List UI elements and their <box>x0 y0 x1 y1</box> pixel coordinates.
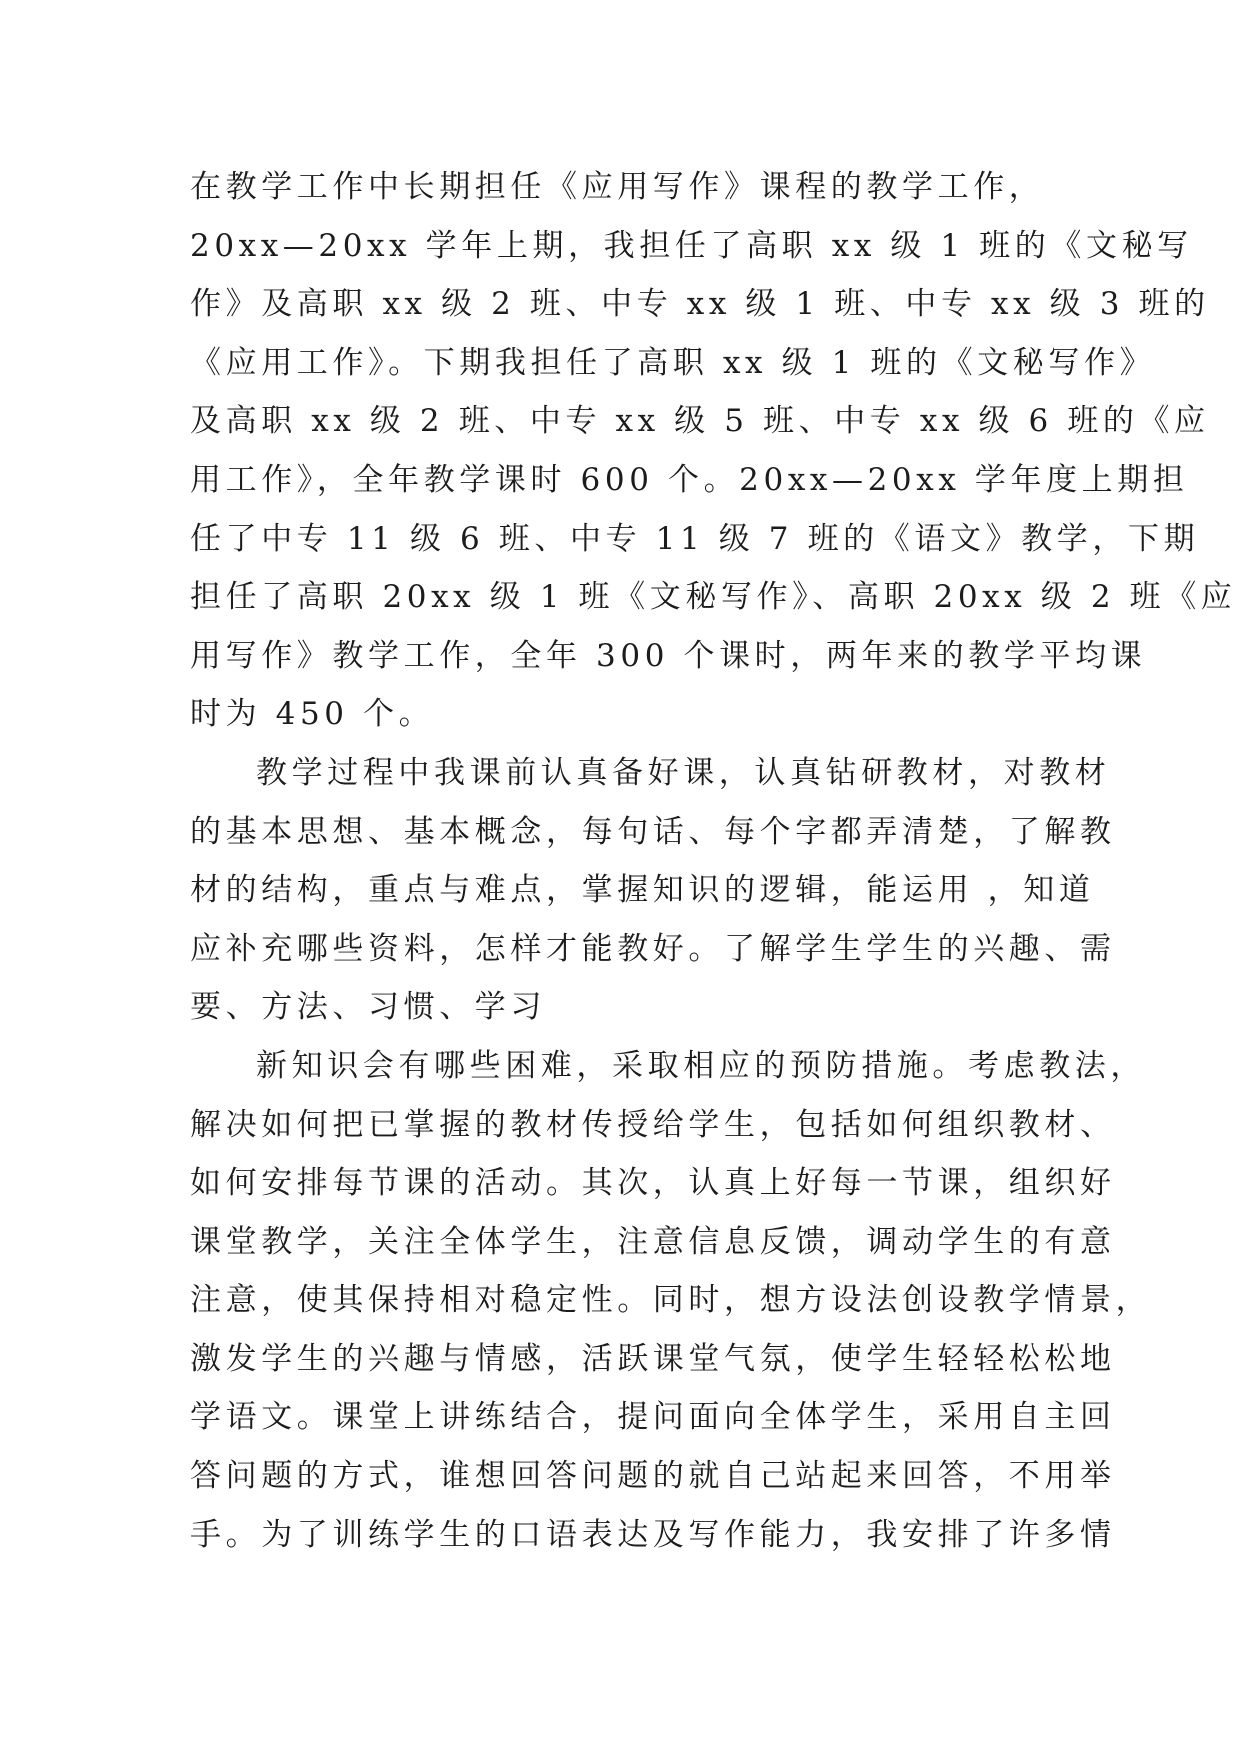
text-line: 作》及高职 xx 级 2 班、中专 xx 级 1 班、中专 xx 级 3 班的 <box>190 286 1210 323</box>
text-line: 及高职 xx 级 2 班、中专 xx 级 5 班、中专 xx 级 6 班的《应 <box>190 403 1210 440</box>
text-line: 注意，使其保持相对稳定性。同时，想方设法创设教学情景， <box>190 1282 1152 1319</box>
text-line: 激发学生的兴趣与情感，活跃课堂气氛，使学生轻轻松松地 <box>190 1340 1116 1377</box>
text-line: 新知识会有哪些困难，采取相应的预防措施。考虑教法， <box>256 1047 1146 1084</box>
text-line: 学语文。课堂上讲练结合，提问面向全体学生，采用自主回 <box>190 1399 1116 1436</box>
paragraph-classroom-teaching <box>190 1037 1152 1564</box>
paragraph-teaching-duties <box>190 158 1237 744</box>
text-line: 用工作》，全年教学课时 600 个。20xx—20xx 学年度上期担 <box>190 461 1189 498</box>
text-line: 课堂教学，关注全体学生，注意信息反馈，调动学生的有意 <box>190 1223 1116 1260</box>
text-line: 《应用工作》。下期我担任了高职 xx 级 1 班的《文秘写作》 <box>190 344 1156 381</box>
text-line: 用写作》教学工作，全年 300 个课时，两年来的教学平均课 <box>190 637 1147 674</box>
text-line: 任了中专 11 级 6 班、中专 11 级 7 班的《语文》教学，下期 <box>190 520 1200 557</box>
text-line: 要、方法、习惯、学习 <box>190 989 546 1026</box>
text-line: 的基本思想、基本概念，每句话、每个字都弄清楚，了解教 <box>190 813 1116 850</box>
text-line: 答问题的方式，谁想回答问题的就自己站起来回答，不用举 <box>190 1458 1116 1495</box>
paragraph-lesson-preparation <box>190 744 1116 1037</box>
document-body <box>190 158 1237 1564</box>
text-line: 手。为了训练学生的口语表达及写作能力，我安排了许多情 <box>190 1516 1116 1553</box>
text-line: 如何安排每节课的活动。其次，认真上好每一节课，组织好 <box>190 1165 1116 1202</box>
text-line: 解决如何把已掌握的教材传授给学生，包括如何组织教材、 <box>190 1106 1116 1143</box>
text-line: 材的结构，重点与难点，掌握知识的逻辑，能运用 ，知道 <box>190 872 1095 909</box>
text-line: 担任了高职 20xx 级 1 班《文秘写作》、高职 20xx 级 2 班《应 <box>190 579 1237 616</box>
text-line: 时为 450 个。 <box>190 696 435 733</box>
text-line: 应补充哪些资料，怎样才能教好。了解学生学生的兴趣、需 <box>190 930 1116 967</box>
text-line: 在教学工作中长期担任《应用写作》课程的教学工作， <box>190 169 1045 205</box>
text-line: 20xx—20xx 学年上期，我担任了高职 xx 级 1 班的《文秘写 <box>190 227 1193 264</box>
text-line: 教学过程中我课前认真备好课，认真钻研教材，对教材 <box>256 754 1111 791</box>
